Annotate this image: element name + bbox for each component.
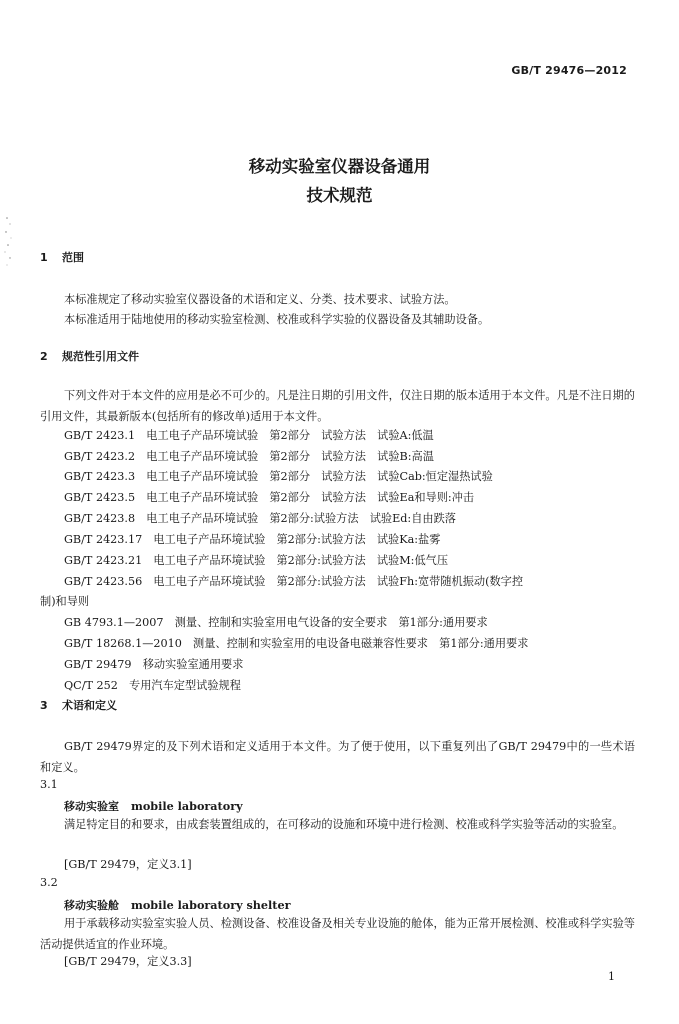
definition-text: 用于承载移动实验室实验人员、检测设备、校准设备及相关专业设施的舱体，能为正常开展检测、校准或科学实验等活动提供适宜的作业环境。	[40, 917, 635, 951]
reference-item: GB 4793.1—2007 测量、控制和实验室用电气设备的安全要求 第1部分:通用要求	[64, 616, 488, 629]
paragraph: 本标准适用于陆地使用的移动实验室检测、校准或科学实验的仪器设备及其辅助设备。	[64, 313, 490, 326]
document-title-line2: 技术规范	[306, 186, 373, 205]
term-zh: 移动实验舱	[64, 899, 119, 912]
definition-text: 满足特定目的和要求，由成套装置组成的，在可移动的设施和环境中进行检测、校准或科学实验等活动的实验室。	[64, 818, 624, 831]
paragraph: 本标准规定了移动实验室仪器设备的术语和定义、分类、技术要求、试验方法。	[64, 293, 456, 306]
paragraph-text: GB/T 29479界定的及下列术语和定义适用于本文件。为了便于使用，以下重复列出了GB/T 29479中的一些术语和定义。	[40, 740, 635, 774]
section-title: 规范性引用文件	[62, 350, 139, 363]
term-number: 3.2	[40, 876, 58, 889]
section-heading-3	[40, 697, 117, 713]
reference-item: GB/T 2423.5 电工电子产品环境试验 第2部分 试验方法 试验Ea和导则:冲击	[64, 491, 475, 504]
reference-item: GB/T 29479 移动实验室通用要求	[64, 658, 244, 671]
term-definition	[40, 814, 635, 835]
reference-item: GB/T 18268.1—2010 测量、控制和实验室用的电设备电磁兼容性要求 第1部分:通用要求	[64, 637, 529, 650]
paragraph-text: 下列文件对于本文件的应用是必不可少的。凡是注日期的引用文件，仅注日期的版本适用于本文件。凡是不注日期的引用文件，其最新版本(包括所有的修改单)适用于本文件。	[40, 389, 635, 423]
reference-item: QC/T 252 专用汽车定型试验规程	[64, 679, 241, 692]
paragraph	[40, 736, 635, 778]
term-en: mobile laboratory shelter	[131, 898, 291, 912]
section-title: 术语和定义	[62, 699, 117, 712]
term-source: [GB/T 29479，定义3.1]	[64, 858, 192, 871]
standard-number: GB/T 29476—2012	[511, 64, 627, 77]
section-title: 范围	[62, 251, 84, 264]
section-heading-1	[40, 249, 84, 265]
section-number: 1	[40, 251, 48, 264]
reference-item: GB/T 2423.17 电工电子产品环境试验 第2部分:试验方法 试验Ka:盐雾	[64, 533, 441, 546]
term-definition	[40, 913, 635, 955]
term-en: mobile laboratory	[131, 799, 243, 813]
term-number: 3.1	[40, 778, 58, 791]
reference-item: GB/T 2423.8 电工电子产品环境试验 第2部分:试验方法 试验Ed:自由跌落	[64, 512, 456, 525]
reference-item: GB/T 2423.3 电工电子产品环境试验 第2部分 试验方法 试验Cab:恒定湿热试验	[64, 470, 493, 483]
scan-speckle-mark	[4, 210, 14, 270]
paragraph	[40, 385, 635, 427]
page-number: 1	[608, 970, 615, 983]
reference-item: GB/T 2423.21 电工电子产品环境试验 第2部分:试验方法 试验M:低气压	[64, 554, 449, 567]
term-source: [GB/T 29479，定义3.3]	[64, 955, 192, 968]
reference-item: GB/T 2423.1 电工电子产品环境试验 第2部分 试验方法 试验A:低温	[64, 429, 434, 442]
reference-item: GB/T 2423.56 电工电子产品环境试验 第2部分:试验方法 试验Fh:宽带随机振动(数字控	[64, 575, 524, 588]
section-number: 2	[40, 350, 48, 363]
reference-item-continued: 制)和导则	[40, 595, 90, 608]
section-heading-2	[40, 348, 139, 364]
term-heading	[64, 897, 290, 913]
section-number: 3	[40, 699, 48, 712]
term-zh: 移动实验室	[64, 800, 119, 813]
term-heading	[64, 798, 243, 814]
reference-item: GB/T 2423.2 电工电子产品环境试验 第2部分 试验方法 试验B:高温	[64, 450, 434, 463]
document-title-line1: 移动实验室仪器设备通用	[248, 157, 431, 176]
